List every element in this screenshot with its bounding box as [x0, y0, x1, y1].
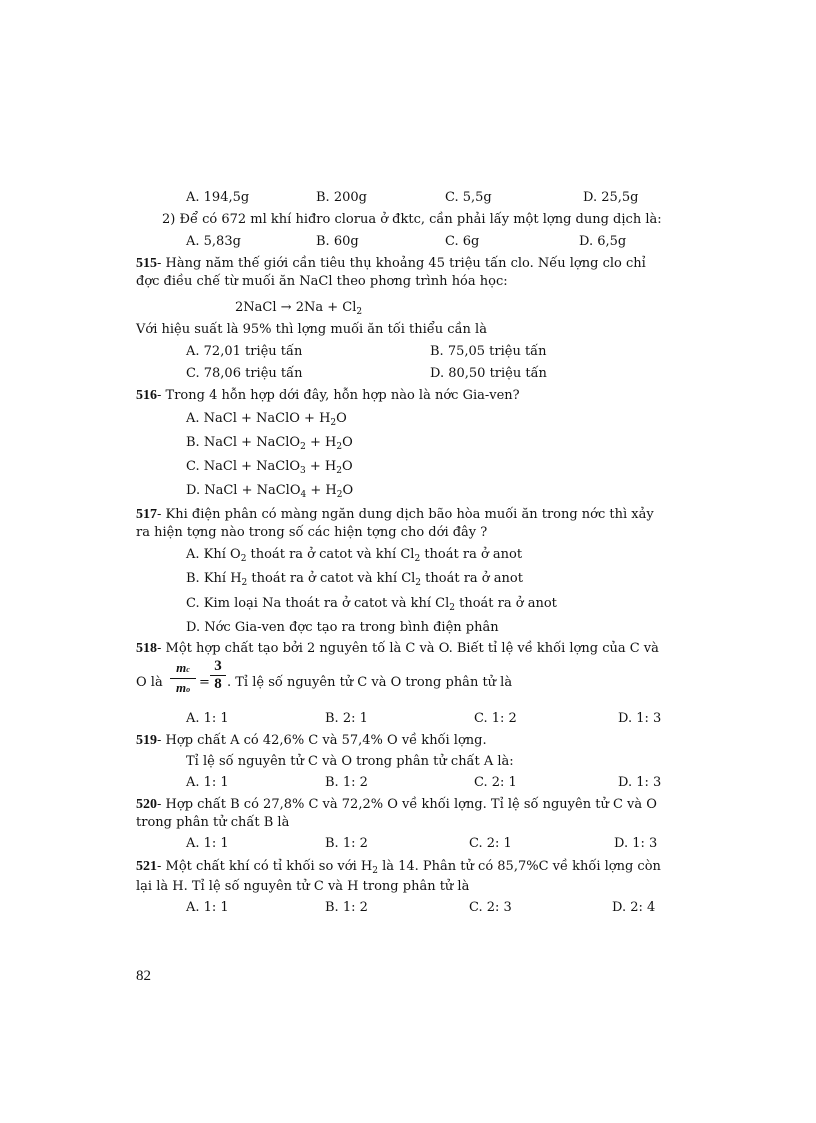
q514-row1-option-a: A. 194,5g	[186, 190, 250, 205]
q518-ratio-denominator: 8	[214, 676, 222, 692]
q514-row2-option-d: D. 6,5g	[579, 234, 627, 249]
q520-number: 520	[136, 797, 157, 812]
q520-option-a: A. 1: 1	[186, 836, 229, 851]
page-number: 82	[136, 968, 151, 984]
q520-option-c: C. 2: 1	[469, 836, 512, 851]
q518-stem-line1	[136, 641, 659, 657]
q516-stem	[136, 388, 520, 404]
q514-row2-option-a: A. 5,83g	[186, 234, 241, 249]
q514-row2-option-b: B. 60g	[316, 234, 359, 249]
q516-text: - Trong 4 hỗn hợp dới đây, hỗn hợp nào là nớc Gia-ven?	[157, 388, 520, 403]
q518-ratio-fraction	[210, 659, 226, 692]
q521-option-b: B. 1: 2	[325, 900, 368, 915]
q518-equals: =	[199, 675, 210, 690]
q518-ratio-numerator: 3	[214, 658, 222, 674]
q515-text1: - Hàng năm thế giới cần tiêu thụ khoảng 45 triệu tấn clo. Nếu lợng clo chỉ	[157, 256, 646, 271]
q521-stem-line2: lại là H. Tỉ lệ số nguyên tử C và H trong phân tử là	[136, 879, 470, 894]
q521-stem-line1: 521- Một chất khí có tỉ khối so với $H_2$ là 14. Phân tử có 85,7%C về khối lợng còn	[136, 859, 661, 876]
q516-option-b: B. NaCl + NaClO$_2$ + $H_2O$	[186, 435, 353, 452]
q521-option-d: D. 2: 4	[612, 900, 656, 915]
q519-option-a: A. 1: 1	[186, 775, 229, 790]
q519-option-d: D. 1: 3	[618, 775, 662, 790]
q517-option-b: B. Khí $H_2$ thoát ra ở catot và khí $Cl_2$ thoát ra ở anot	[186, 571, 523, 588]
q520-text1: - Hợp chất B có 27,8% C và 72,2% O về khối lợng. Tỉ lệ số nguyên tử C và O	[157, 797, 657, 812]
q518-stem-line2-pre: O là	[136, 675, 163, 690]
q516-number: 516	[136, 388, 157, 403]
q517-stem-line1	[136, 507, 654, 523]
q518-text1: - Một hợp chất tạo bởi 2 nguyên tố là C và O. Biết tỉ lệ về khối lợng của C và	[157, 641, 659, 656]
q518-number: 518	[136, 641, 157, 656]
q518-option-b: B. 2: 1	[325, 711, 368, 726]
q518-option-c: C. 1: 2	[474, 711, 517, 726]
q515-equation	[235, 300, 362, 316]
q520-option-b: B. 1: 2	[325, 836, 368, 851]
q518-frac-numerator: mc	[176, 660, 190, 675]
q515-eq-subscript: 2	[356, 307, 363, 317]
q518-option-a: A. 1: 1	[186, 711, 229, 726]
q519-number: 519	[136, 733, 157, 748]
fraction-bar	[170, 678, 196, 679]
q516-option-d: D. NaCl + NaClO$_4$ + $H_2O$	[186, 483, 354, 500]
q514-row2-option-c: C. 6g	[445, 234, 480, 249]
q520-option-d: D. 1: 3	[614, 836, 658, 851]
q515-eq-right: 2Na + Cl	[295, 300, 357, 315]
q515-stem-line3: Với hiệu suất là 95% thì lợng muối ăn tối thiểu cần là	[136, 322, 487, 337]
q516-option-c: C. NaCl + NaClO$_3$ + $H_2O$	[186, 459, 353, 476]
q514-row1-option-c: C. 5,5g	[445, 190, 492, 205]
q516-option-a: A. NaCl + NaClO + $H_2O$	[186, 411, 347, 428]
q521-option-a: A. 1: 1	[186, 900, 229, 915]
q519-option-c: C. 2: 1	[474, 775, 517, 790]
q517-option-c: C. Kim loại Na thoát ra ở catot và khí $Cl_2$ thoát ra ở anot	[186, 596, 557, 613]
q518-stem-line2-post: . Tỉ lệ số nguyên tử C và O trong phân tử là	[227, 675, 513, 690]
q519-stem-line1	[136, 733, 487, 749]
arrow-right-icon: →	[280, 300, 292, 315]
q514-row1-option-d: D. 25,5g	[583, 190, 639, 205]
q514-row1-option-b: B. 200g	[316, 190, 367, 205]
q517-option-a: A. Khí $O_2$ thoát ra ở catot và khí $Cl_2$ thoát ra ở anot	[186, 547, 523, 564]
q520-stem-line2: trong phân tử chất B là	[136, 815, 290, 830]
q517-text1: - Khi điện phân có màng ngăn dung dịch bão hòa muối ăn trong nớc thì xảy	[157, 507, 654, 522]
q515-stem-line2: đợc điều chế từ muối ăn NaCl theo phơng trình hóa học:	[136, 274, 508, 289]
q515-stem-line1	[136, 256, 646, 272]
q515-option-b: B. 75,05 triệu tấn	[430, 344, 547, 359]
q515-option-a: A. 72,01 triệu tấn	[186, 344, 303, 359]
q515-number: 515	[136, 256, 157, 271]
q521-number: 521	[136, 859, 157, 874]
q518-option-d: D. 1: 3	[618, 711, 662, 726]
q520-stem-line1	[136, 797, 657, 813]
q515-eq-left: 2NaCl	[235, 300, 277, 315]
q514-part2-text: 2) Để có 672 ml khí hiđro clorua ở đktc, cần phải lấy một lợng dung dịch là:	[162, 212, 662, 227]
q517-stem-line2: ra hiện tợng nào trong số các hiện tợng cho dới đây ?	[136, 525, 488, 540]
q519-stem-line2: Tỉ lệ số nguyên tử C và O trong phân tử chất A là:	[186, 754, 514, 769]
q519-option-b: B. 1: 2	[325, 775, 368, 790]
q521-option-c: C. 2: 3	[469, 900, 512, 915]
q515-option-c: C. 78,06 triệu tấn	[186, 366, 303, 381]
q519-text1: - Hợp chất A có 42,6% C và 57,4% O về khối lợng.	[157, 733, 487, 748]
q517-number: 517	[136, 507, 157, 522]
q518-mass-fraction	[170, 660, 196, 697]
q515-option-d: D. 80,50 triệu tấn	[430, 366, 547, 381]
q518-frac-denominator: mo	[175, 680, 191, 695]
q517-option-d: D. Nớc Gia-ven đợc tạo ra trong bình điện phân	[186, 620, 499, 635]
